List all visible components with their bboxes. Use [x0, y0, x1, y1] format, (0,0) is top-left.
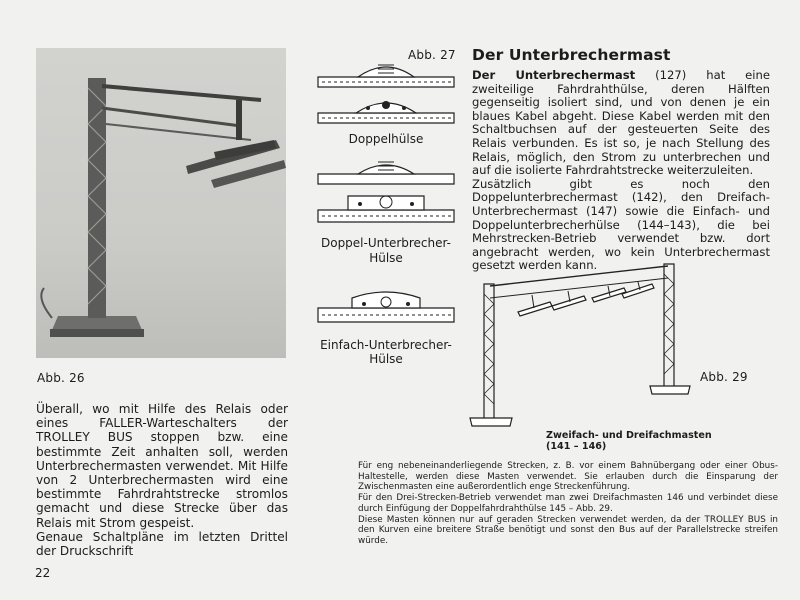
abb29-caption: Abb. 29 — [700, 370, 748, 384]
left-para-2: Genaue Schaltpläne im letzten Drittel der Druckschrift — [36, 529, 288, 559]
small-print — [358, 461, 778, 547]
masts-caption-line-2: (141 – 146) — [546, 441, 607, 452]
section-para-1 — [472, 69, 770, 178]
doppelhuelse-label: Doppelhülse — [348, 132, 424, 146]
mast-photo — [36, 48, 286, 358]
small-para-2: Für den Drei-Strecken-Betrieb verwendet man zwei Dreifachmasten 146 und verbindet diese durch Einfügung der Doppelfahrdrahthülse 145 – Abb. 29. — [358, 493, 778, 514]
masts-caption-line-1: Zweifach- und Dreifachmasten — [546, 430, 712, 441]
doppel-unterbrecher-drawing — [312, 152, 460, 232]
section-intro-bold: Der Unterbrechermast — [472, 68, 636, 82]
doppel-unterbrecher-label-1: Doppel-Unterbrecher- — [320, 236, 452, 250]
section-body — [472, 69, 770, 273]
abb26-caption: Abb. 26 — [37, 371, 85, 385]
left-body — [36, 402, 288, 558]
doppelhuelse-drawing — [312, 55, 460, 133]
doppel-unterbrecher-label-2: Hülse — [369, 251, 403, 265]
left-para-1: Überall, wo mit Hilfe des Relais oder eines FALLER-Warteschalters der TROLLEY BUS stoppen bzw. eine bestimmte Zeit anhalten soll, werden Unterbrechermasten verwendet. Mit Hilfe von 2 Unterbrechermasten wird eine bestimmte Fahrdrahtstrecke stromlos gemacht und diese Strecke über das Relais mit Strom gespeist. — [36, 402, 288, 530]
small-para-3: Diese Masten können nur auf geraden Strecken verwendet werden, da der TROLLEY BUS in den Kurven eine breitere Straße benötigt und sonst den Bus auf der Parallelstrecke streifen würde. — [358, 514, 778, 546]
einfach-unterbrecher-drawing — [312, 282, 460, 330]
abb27-caption: Abb. 27 — [408, 48, 456, 62]
page-number: 22 — [35, 566, 51, 580]
einfach-unterbrecher-label-1: Einfach-Unterbrecher- — [320, 338, 452, 352]
section-para-2: Zusätzlich gibt es noch den Doppelunterbrechermast (142), den Dreifach-Unterbrechermast (147) sowie die Einfach- und Doppelunterbrecherhülse (144–143), die bei Mehrstrecken-Betrieb verwendet bzw. dort angebracht werden, wo kein Unterbrechermast gesetzt werden kann. — [472, 176, 770, 273]
section-heading: Der Unterbrechermast — [472, 46, 671, 64]
einfach-unterbrecher-label-2: Hülse — [369, 352, 403, 366]
section-para-1-text: (127) hat eine zweiteilige Fahrdrahthülse, deren Hälften gegenseitig isoliert sind, und von denen je ein blaues Kabel abgeht. Diese Kabel werden mit den Schaltbuchsen auf der gesteuerten Seite des Relais verbunden. Es ist so, je nach Stellung des Relais, möglich, den Strom zu unterbrechen und auf die isolierte Fahrdrahtstrecke weiterzuleiten. — [472, 68, 770, 178]
small-para-1: Für eng nebeneinanderliegende Strecken, z. B. vor einem Bahnübergang oder einer Obus-Haltestelle, werden diese Masten verwendet. Sie erlauben durch die Einsparung der Zwischenmasten eine außerordentlich enge Streckenführung. — [358, 461, 778, 493]
two-three-masts-drawing — [462, 258, 698, 436]
